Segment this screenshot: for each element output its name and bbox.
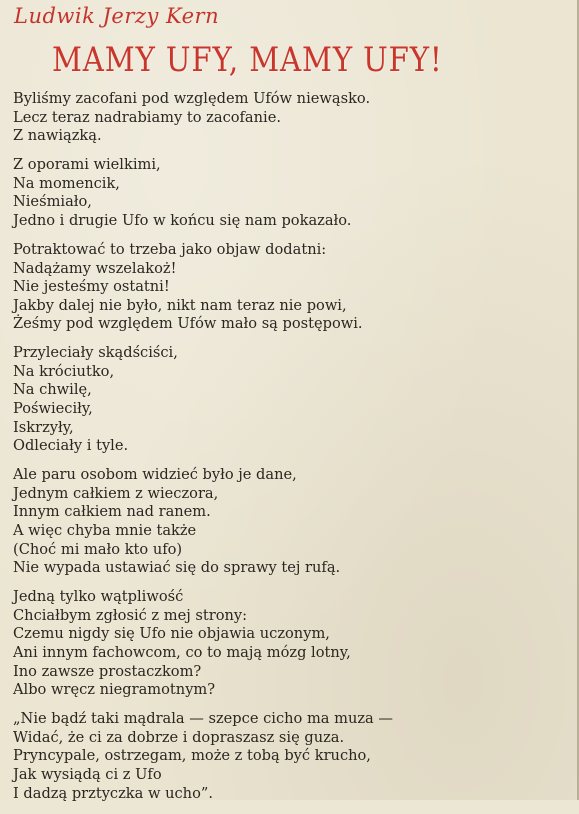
poem-line: Lecz teraz nadrabiamy to zacofanie.	[13, 108, 281, 126]
stanza	[13, 344, 573, 456]
stanza	[13, 241, 573, 334]
poem-line: Albo wręcz niegramotnym?	[13, 681, 216, 699]
poem-line: Na chwilę,	[13, 381, 92, 399]
poem-line: Ale paru osobom widzieć było je dane,	[13, 466, 297, 484]
poem-line: Chciałbym zgłosić z mej strony:	[13, 606, 248, 624]
poem-line: Żeśmy pod względem Ufów mało są postępowi.	[13, 315, 363, 333]
poem-line: Innym całkiem nad ranem.	[13, 503, 211, 521]
poem-line: Nieśmiało,	[13, 193, 92, 211]
stanza	[13, 90, 573, 146]
poem-line: Z nawiązką.	[13, 127, 102, 145]
poem-line: Pryncypale, ostrzegam, może z tobą być krucho,	[13, 747, 371, 765]
poem-title: MAMY UFY, MAMY UFY!	[52, 40, 443, 80]
poem-line: Widać, że ci za dobrze i dopraszasz się guza.	[13, 728, 345, 746]
poem-line: Byliśmy zacofani pod względem Ufów niewąsko.	[13, 90, 371, 107]
poem-line: Jedno i drugie Ufo w końcu się nam pokazało.	[13, 211, 352, 229]
stanza	[13, 588, 573, 700]
poem-line: Ani innym fachowcom, co to mają mózg lotny,	[13, 643, 351, 661]
poem-line: Poświeciły,	[13, 400, 93, 418]
poem-line: Na króciutko,	[13, 362, 115, 380]
poem-line: Z oporami wielkimi,	[13, 156, 161, 174]
poem-line: Jakby dalej nie było, nikt nam teraz nie powi,	[13, 296, 347, 314]
poem-line: (Choć mi mało kto ufo)	[13, 540, 183, 558]
poem-line: Nie wypada ustawiać się do sprawy tej rufą.	[13, 559, 341, 577]
author-signature: Ludwik Jerzy Kern	[14, 4, 220, 28]
poem-line: Jedną tylko wątpliwość	[13, 588, 184, 606]
poem-line: Odleciały i tyle.	[13, 437, 129, 455]
poem-line: A więc chyba mnie także	[13, 522, 197, 540]
poem-line: Nie jesteśmy ostatni!	[13, 278, 170, 296]
stanza	[13, 466, 573, 578]
poem-line: Jak wysiądą ci z Ufo	[13, 765, 162, 783]
poem-body	[13, 90, 573, 814]
poem-line: Jednym całkiem z wieczora,	[13, 484, 219, 502]
poem-line: Na momencik,	[13, 174, 120, 192]
poem-line: Nadążamy wszelakoż!	[13, 259, 177, 277]
poem-line: Potraktować to trzeba jako objaw dodatni:	[13, 240, 327, 258]
stanza	[13, 156, 573, 230]
poem-line: I dadzą prztyczka w ucho”.	[13, 784, 213, 802]
poem-line: Czemu nigdy się Ufo nie objawia uczonym,	[13, 625, 330, 643]
poem-line: „Nie bądź taki mądrala — szepce cicho ma muza —	[13, 710, 393, 728]
poem-line: Iskrzyły,	[13, 418, 74, 436]
stanza	[13, 710, 573, 803]
poem-line: Przyleciały skądściści,	[13, 344, 178, 362]
poem-line: Ino zawsze prostaczkom?	[13, 662, 202, 680]
